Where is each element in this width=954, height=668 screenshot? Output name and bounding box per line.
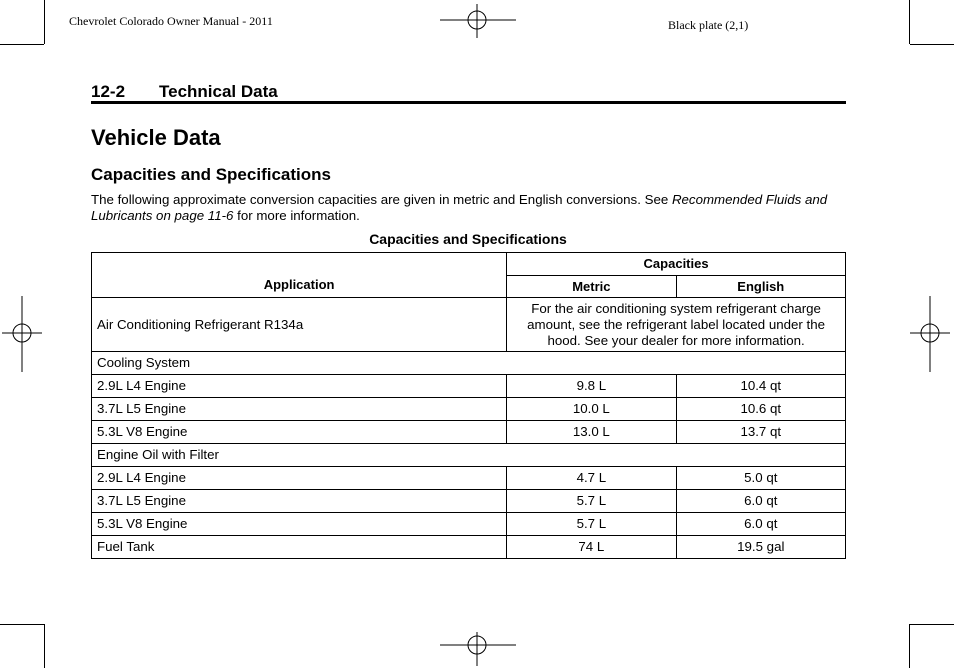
section-title: Technical Data xyxy=(159,82,278,101)
english-cell: 13.7 qt xyxy=(676,421,845,444)
english-cell: 10.4 qt xyxy=(676,375,845,398)
table-row xyxy=(92,398,846,421)
table-row xyxy=(92,467,846,490)
cross-reference-link[interactable]: Recommended Fluids and Lubricants on page 11-6 xyxy=(91,192,828,223)
engine-cell: 5.3L V8 Engine xyxy=(92,421,507,444)
english-cell: 6.0 qt xyxy=(676,513,845,536)
table-row xyxy=(92,490,846,513)
engine-cell: 2.9L L4 Engine xyxy=(92,467,507,490)
ac-note: For the air conditioning system refrigerant charge amount, see the refrigerant label located under the hood. See your dealer for more information. xyxy=(507,298,846,352)
header-application: Application xyxy=(92,253,507,298)
header-capacities: Capacities xyxy=(507,253,846,276)
table-row xyxy=(92,421,846,444)
engine-cell: 3.7L L5 Engine xyxy=(92,490,507,513)
table-header-row xyxy=(92,253,846,276)
header-metric: Metric xyxy=(507,276,676,298)
intro-paragraph xyxy=(91,192,846,224)
metric-cell: 74 L xyxy=(507,536,676,559)
english-cell: 10.6 qt xyxy=(676,398,845,421)
page-title: Vehicle Data xyxy=(91,125,221,150)
english-cell: 19.5 gal xyxy=(676,536,845,559)
subsection-title: Capacities and Specifications xyxy=(91,165,331,184)
plate-label: Black plate (2,1) xyxy=(668,18,749,32)
table-caption: Capacities and Specifications xyxy=(369,231,567,247)
engine-cell: 2.9L L4 Engine xyxy=(92,375,507,398)
engine-cell: 3.7L L5 Engine xyxy=(92,398,507,421)
header-english: English xyxy=(676,276,845,298)
intro-text: The following approximate conversion capacities are given in metric and English conversions. See xyxy=(91,192,672,207)
table-row xyxy=(92,536,846,559)
row-label: Air Conditioning Refrigerant R134a xyxy=(92,298,507,352)
group-label: Engine Oil with Filter xyxy=(92,444,846,467)
metric-cell: 9.8 L xyxy=(507,375,676,398)
metric-cell: 4.7 L xyxy=(507,467,676,490)
section-rule xyxy=(91,101,846,104)
table-group-row xyxy=(92,352,846,375)
intro-text-end: for more information. xyxy=(233,208,360,223)
section-number: 12-2 xyxy=(91,82,126,101)
registration-mark-right-icon xyxy=(910,296,950,372)
registration-mark-left-icon xyxy=(2,296,42,372)
table-row xyxy=(92,375,846,398)
table-row xyxy=(92,513,846,536)
metric-cell: 5.7 L xyxy=(507,490,676,513)
metric-cell: 10.0 L xyxy=(507,398,676,421)
engine-cell: 5.3L V8 Engine xyxy=(92,513,507,536)
table-row xyxy=(92,298,846,352)
capacities-table xyxy=(91,252,846,559)
group-label: Cooling System xyxy=(92,352,846,375)
english-cell: 5.0 qt xyxy=(676,467,845,490)
manual-title: Chevrolet Colorado Owner Manual - 2011 xyxy=(69,14,273,28)
metric-cell: 13.0 L xyxy=(507,421,676,444)
table-group-row xyxy=(92,444,846,467)
registration-mark-top-icon xyxy=(440,4,516,38)
metric-cell: 5.7 L xyxy=(507,513,676,536)
registration-mark-bottom-icon xyxy=(440,632,516,666)
section-header xyxy=(91,82,845,102)
row-label: Fuel Tank xyxy=(92,536,507,559)
english-cell: 6.0 qt xyxy=(676,490,845,513)
